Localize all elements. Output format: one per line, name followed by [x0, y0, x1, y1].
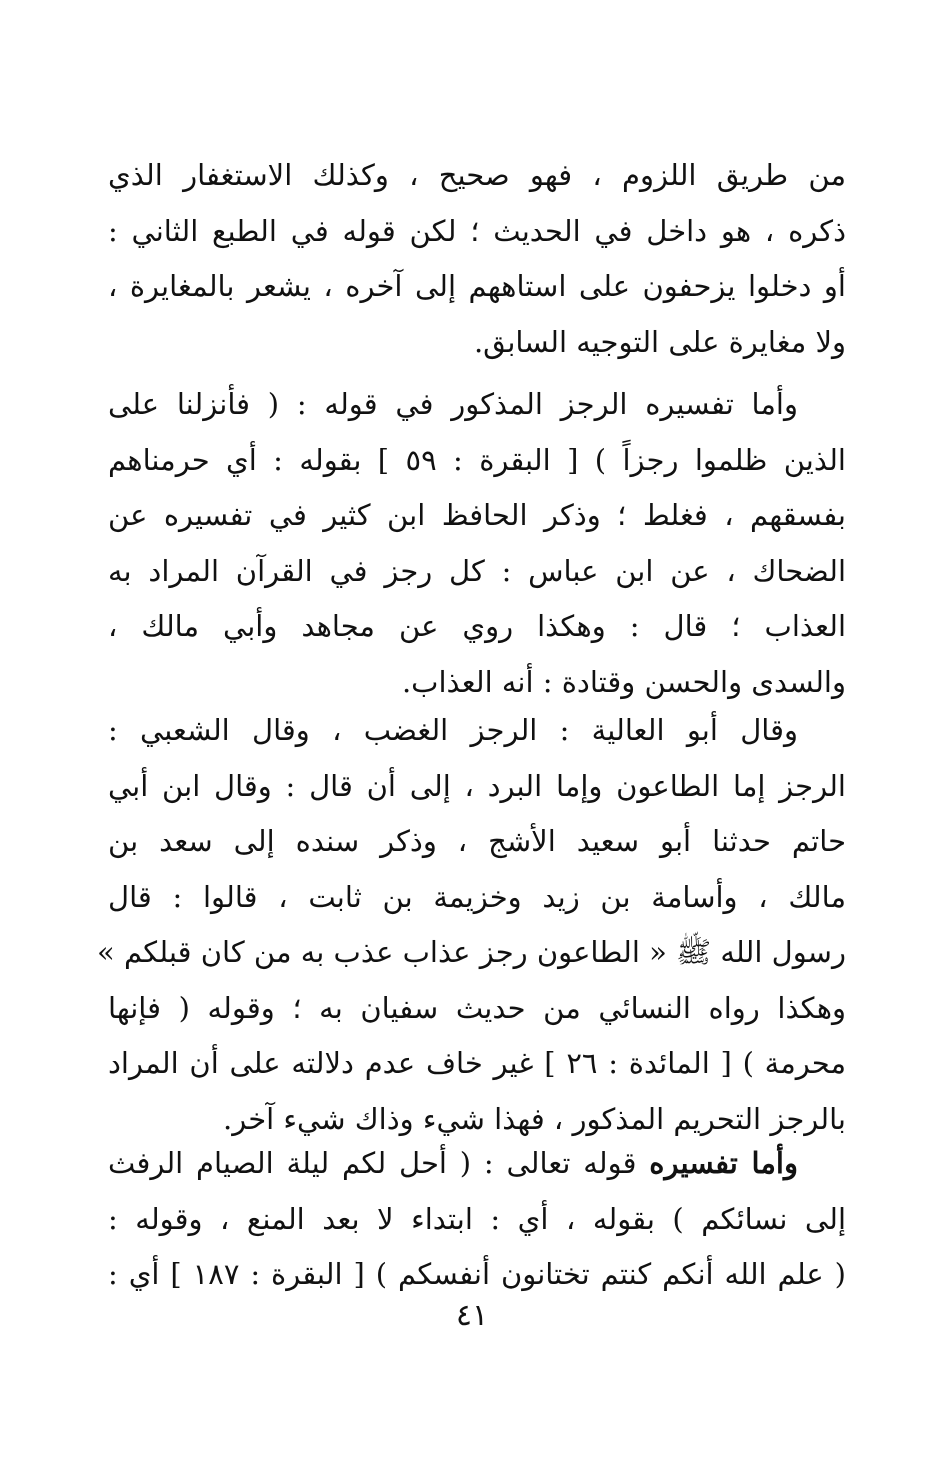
- paragraph-line: بالرجز التحريم المذكور ، فهذا شيء وذاك شيء آخر.: [223, 1101, 846, 1136]
- paragraph-line-rest: قوله تعالى : ( أحل لكم ليلة الصيام الرفث: [108, 1146, 650, 1180]
- paragraph-line: محرمة ) [ المائدة : ٢٦ ] غير خاف عدم دلالته على أن المراد: [108, 1046, 847, 1080]
- paragraph-line: وأما تفسيره الرجز المذكور في قوله : ( فأنزلنا على: [108, 387, 798, 421]
- paragraph-line: من طريق اللزوم ، فهو صحيح ، وكذلك الاستغفار الذي: [108, 158, 846, 192]
- paragraph-1: [108, 148, 846, 370]
- paragraph-line: حاتم حدثنا أبو سعيد الأشج ، وذكر سنده إلى سعد بن: [108, 824, 846, 858]
- paragraph-line: الرجز إما الطاعون وإما البرد ، إلى أن قال : وقال ابن أبي: [108, 768, 846, 803]
- paragraph-line: والسدى والحسن وقتادة : أنه العذاب.: [401, 664, 846, 699]
- paragraph-line: بفسقهم ، فغلط ؛ وذكر الحافظ ابن كثير في تفسيره عن: [108, 498, 846, 532]
- paragraph-line: وهكذا رواه النسائي من حديث سفيان به ؛ وقوله ( فإنها: [108, 990, 846, 1025]
- paragraph-line: وقال أبو العالية : الرجز الغضب ، وقال الشعبي :: [108, 713, 798, 747]
- paragraph-line: مالك ، وأسامة بن زيد وخزيمة بن ثابت ، قالوا : قال: [108, 879, 846, 914]
- page-number: ٤١: [455, 1298, 489, 1333]
- paragraph-line: [108, 1136, 846, 1192]
- paragraph-line: الذين ظلموا رجزاً ) [ البقرة : ٥٩ ] بقوله : أي حرمناهم: [108, 442, 846, 477]
- paragraph-line: ولا مغايرة على التوجيه السابق.: [473, 324, 846, 359]
- paragraph-3: [97, 703, 847, 1147]
- paragraph-line: ذكره ، هو داخل في الحديث ؛ لكن قوله في الطبع الثاني :: [108, 213, 846, 248]
- paragraph-line: الضحاك ، عن ابن عباس : كل رجز في القرآن المراد به: [108, 553, 846, 588]
- paragraph-4: [108, 1136, 846, 1303]
- paragraph-line: رسول الله ﷺ « الطاعون رجز عذاب عذب به من كان قبلكم »: [97, 935, 846, 969]
- paragraph-line: ( علم الله أنكم كنتم تختانون أنفسكم ) [ البقرة : ١٨٧ ] أي :: [108, 1257, 846, 1291]
- paragraph-line: إلى نسائكم ) بقوله ، أي : ابتداء لا بعد المنع ، وقوله :: [108, 1201, 846, 1236]
- bold-lead: وأما تفسيره: [649, 1146, 798, 1180]
- paragraph-2: [108, 377, 846, 710]
- paragraph-line: العذاب ؛ قال : وهكذا روي عن مجاهد وأبي مالك ،: [108, 609, 846, 643]
- paragraph-line: أو دخلوا يزحفون على استاههم إلى آخره ، يشعر بالمغايرة ،: [108, 269, 846, 303]
